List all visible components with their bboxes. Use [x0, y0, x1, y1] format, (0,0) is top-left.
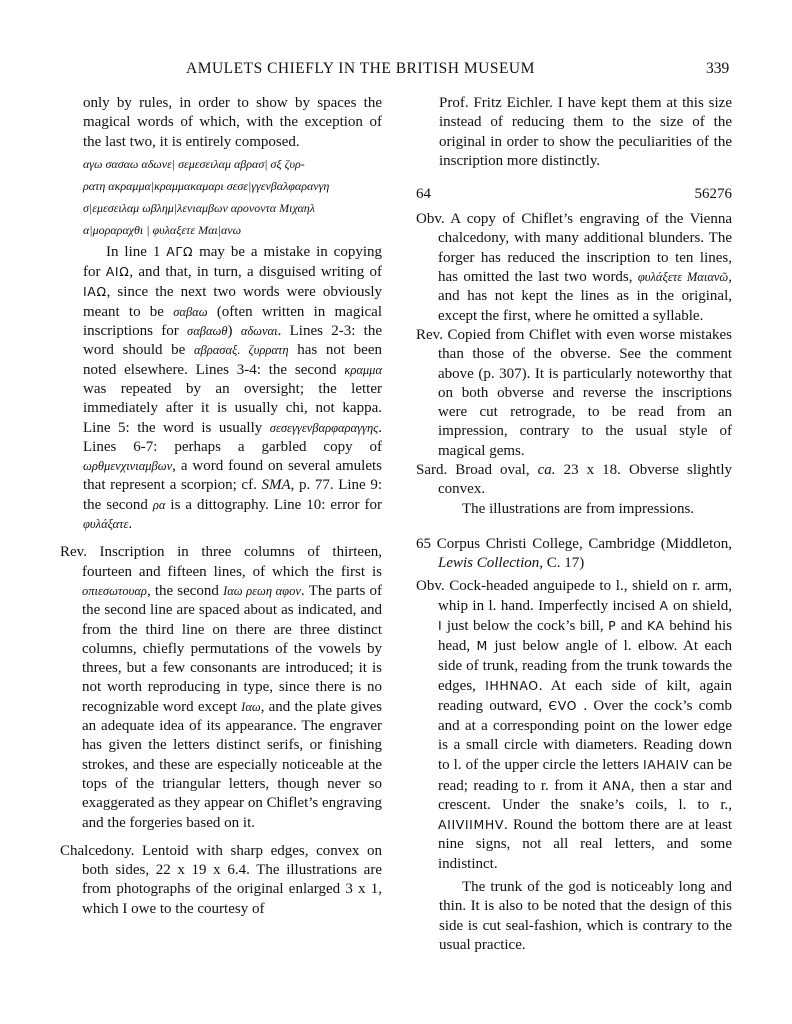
trunk-note-65: The trunk of the god is noticeably long and thin. It is also to be noted that the design of this side is cut seal-fashion, which is contrary to the usual practice. [439, 878, 732, 953]
obv-label: Obv. [416, 577, 445, 594]
greek-inscription-block [60, 154, 382, 240]
commentary-paragraph: In line 1 ΑΓΩ may be a mistake in copying for ΑΙΩ, and that, in turn, a disguised writing of ΙΑΩ, since the next two words were obviously meant to be σαβαω (often written in magical inscriptions for σαβαωθ) αδωναι. Lines 2-3: the word should be αβρασαξ. ζυρρατη has not been noted elsewhere. Lines 3-4: the second κραμμα was repeated by an oversight; the letter immediately after it is usually chi, not kappa. Line 5: the word is usually σεσεγγενβαρφαραγγης. Lines 6-7: perhaps a garbled copy of ωρθμενχινιαμβων, a word found on several amulets that represent a scorpion; cf. SMA, p. 77. Line 9: the second ρα is a dittography. Line 10: error for φυλάξατε. [83, 243, 383, 533]
material-label: Chalcedony. [60, 842, 135, 859]
inventory-number: 56276 [694, 186, 732, 203]
continued-paragraph: only by rules, in order to show by spaces the magical words of which, with the exception of the last two, it is entirely composed. [83, 95, 382, 150]
obverse-description-64: Obv. A copy of Chiflet’s engraving of the Vienna chalcedony, with many additional blunders. The forger has reduced the inscription to ten lines, has omitted the last two words, φυλάξετε Μαιανῶ, and has not kept the lines as in the original, except the first, where he omitted a syllable. [416, 211, 732, 324]
running-title: AMULETS CHIEFLY IN THE BRITISH MUSEUM [186, 60, 535, 77]
entry-number: 64 [416, 186, 431, 203]
entry-number: 65 [416, 535, 431, 552]
greek-line: α|μοραραχθι | φυλαξετε Μαι|ανω [83, 222, 242, 237]
rev-label: Rev. [60, 544, 87, 561]
running-header [0, 60, 792, 82]
page-number: 339 [706, 60, 730, 77]
right-column [416, 94, 732, 955]
reverse-description-64: Rev. Copied from Chiflet with even worse mistakes than those of the obverse. See the comment above (p. 307). It is particularly noteworthy that on both obverse and reverse the inscriptions were cut retrograde, to be read from an impression, contrary to the usual style of magical gems. [416, 326, 732, 459]
obverse-description-65: Obv. Cock-headed anguipede to l., shield on r. arm, whip in l. hand. Imperfectly incised A on shield, I just below the cock’s bill, P and KA behind his head, M just below angle of l. elbow. At each side of trunk, reading from the trunk towards the edges, IHHNAO. At each side of kilt, again reading outward, ЄVO . Over the cock’s comb and at a corresponding point on the lower edge is a small circle with diameters. Reading down to l. of the upper circle the letters IAHAIV can be read; reading to r. from it ANA, then a star and crescent. Under the snake’s coils, l. to r., AIIVIIMHV. Round the bottom there are at least nine signs, not all real letters, and some indistinct. [416, 577, 733, 872]
material-label: Sard. [416, 462, 448, 479]
material-description: Chalcedony. Lentoid with sharp edges, convex on both sides, 22 x 19 x 6.4. The illustrations are from photographs of the original enlarged 3 x 1, which I owe to the courtesy of [60, 842, 383, 917]
entry-heading-64 [416, 185, 732, 205]
greek-line: αγω σασαω αδωνε| σεμεσειλαμ αβρασ| σξ ζυρ- [83, 156, 305, 171]
greek-line: σ|εμεσειλαμ ωβλημ|λενιαμβων αρονοντα Μιχαηλ [83, 200, 315, 215]
illustration-note-64: The illustrations are from impressions. [462, 500, 695, 517]
left-column [60, 94, 382, 919]
rev-label: Rev. [416, 326, 443, 343]
material-description-64: Sard. Broad oval, ca. 23 x 18. Obverse slightly convex. [416, 462, 733, 498]
continued-paragraph-right: Prof. Fritz Eichler. I have kept them at this size instead of reducing them to the size of the original in order to show the peculiarities of the inscription more distinctly. [439, 95, 732, 169]
greek-line: ρατη ακραμμα|κραμμακαμαρι σεσε|γγενβαλφαρανγη [83, 178, 330, 193]
obv-label: Obv. [416, 211, 445, 228]
reverse-description: Rev. Inscription in three columns of thirteen, fourteen and fifteen lines, of which the first is οπιεσωτουαρ, the second Ιαω ρεωη αφον. The parts of the second line are spaced about as indicated, and from the third line on there are three distinct columns, chiefly permutations of the vowels by threes, but a few consonants are introduced; it is not worth reproducing in type, since there is no recognizable word except Ιαω, and the plate gives an adequate idea of its appearance. The engraver has given the letters distinct serifs, or finishing strokes, and these are especially noticeable at the tops of the triangular letters, though never so exaggerated as they appear on Chiflet’s engraving and the forgeries based on it. [60, 544, 383, 831]
entry-heading-65: 65 Corpus Christi College, Cambridge (Middleton, Lewis Collection, C. 17) [416, 535, 732, 572]
